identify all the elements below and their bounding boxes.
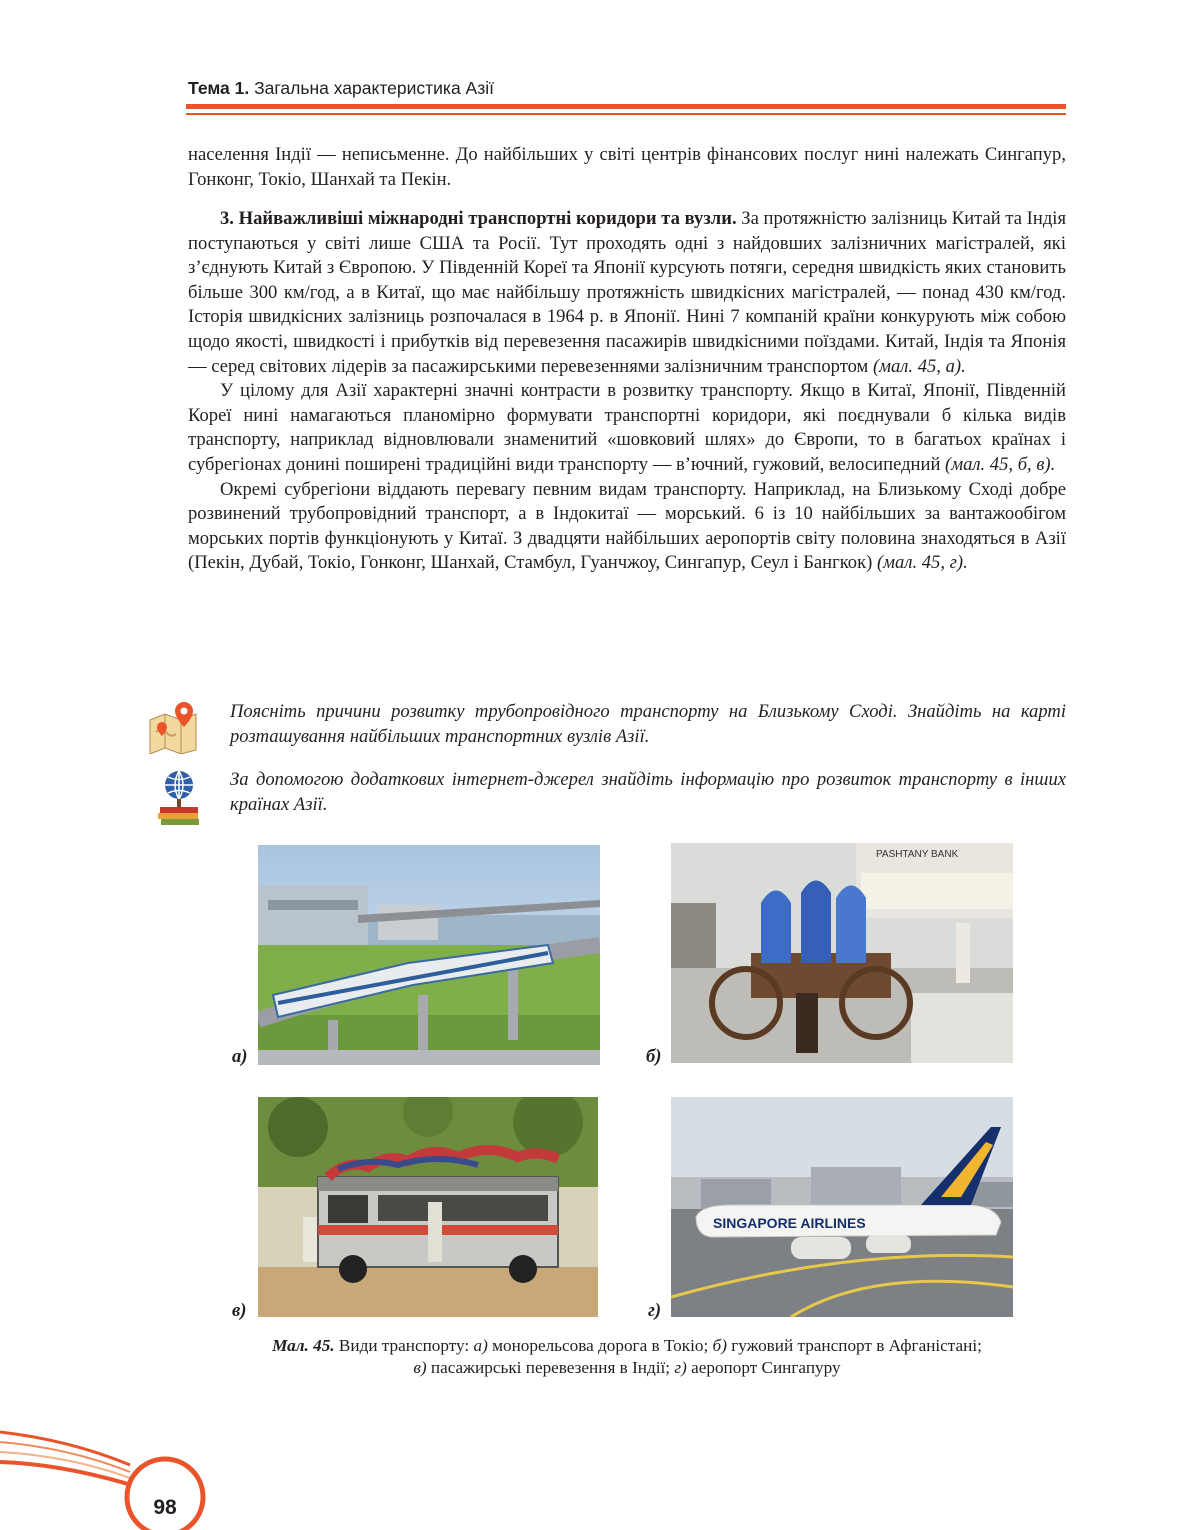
caption-text: монорельсова дорога в Токіо; <box>487 1336 713 1355</box>
photo-bus <box>258 1097 598 1317</box>
task-1: Поясніть причини розвитку трубопровідного транспорту на Близькому Сході. Знайдіть на карті розташування найбільших транспортних вузлів Азії. <box>230 701 1066 747</box>
caption-letter: в) <box>413 1358 427 1377</box>
paragraph-2 <box>188 379 1066 477</box>
map-pin-icon <box>148 700 200 754</box>
page-header <box>188 78 494 99</box>
paragraph-text: За протяжністю залізниць Китай та Індія поступаються у світі лише США та Росії. Тут проходять одні з найдовших залізничних магістралей, які з’єднують Китай з Європою. У Південній Кореї та Японії курсують потяги, середня швидкість яких становить більше 300 км/год, а в Китаї, що має найбільшу протяжність швидкісних магістралей, — понад 430 км/год. Історія швидкісних залізниць розпочалася в 1964 р. в Японії. Нині 7 компаній країни конкурують між собою щодо якості, швидкості і прибутків від перевезення пасажирів швидкісними поїздами. Китай, Індія та Японія — серед світових лідерів за пасажирськими перевезеннями залізничним транспортом <box>188 208 1067 377</box>
paragraph-text: Окремі субрегіони віддають перевагу певним видам транспорту. Наприклад, на Близькому Сході добре розвинений трубопровідний транспорт, а в Індокитаї — морський. 6 із 10 найбільших за вантажообігом морських портів функціонують у Китаї. З двадцяти найбільших аеропортів світу половина знаходяться в Азії (Пекін, Дубай, Токіо, Гонконг, Шанхай, Стамбул, Гуанчжоу, Сингапур, Сеул і Бангкок) <box>188 478 1066 574</box>
airline-livery-text: SINGAPORE AIRLINES <box>713 1215 866 1231</box>
label-c: в) <box>232 1300 247 1321</box>
caption-text: аеропорт Сингапуру <box>686 1358 841 1377</box>
photo-airport <box>671 1097 1013 1317</box>
header-rule-thick <box>186 104 1066 109</box>
paragraph-1 <box>188 207 1066 379</box>
photo-monorail <box>258 845 600 1065</box>
figure-reference: (мал. 45, г). <box>876 552 968 574</box>
task-2: За допомогою додаткових інтернет-джерел знайдіть інформацію про розвиток транспорту в інших країнах Азії. <box>230 769 1066 815</box>
figure-caption <box>188 1335 1066 1379</box>
globe-books-icon <box>155 768 207 822</box>
paragraph-text: населення Індії — неписьменне. До найбільших у світі центрів фінансових послуг нині належать Сингапур, Гонконг, Токіо, Шанхай та Пекін. <box>188 144 1066 190</box>
page-number: 98 <box>153 1496 177 1519</box>
caption-text: Види транспорту: <box>334 1336 474 1355</box>
header-rule-thin <box>186 113 1066 115</box>
corner-swoosh-decoration <box>0 1420 240 1530</box>
label-d: г) <box>648 1300 662 1321</box>
figure-reference: (мал. 45, а). <box>872 355 966 377</box>
label-a: а) <box>232 1046 248 1067</box>
caption-letter: а) <box>473 1336 488 1355</box>
topic-title: Загальна характеристика Азії <box>249 78 495 98</box>
paragraph-text: У цілому для Азії характерні значні контрасти в розвитку транспорту. Якщо в Китаї, Японії, Південній Кореї нині намагаються планомірно формувати транспортні коридори, які поєднували б кілька видів транспорту, наприклад відновлювали знаменитий «шовковий шлях» до Європи, то в багатьох країнах і субрегіонах донині поширені традиційні види транспорту — в’ючний, гужовий, велосипедний <box>188 380 1066 475</box>
body-paragraph-0 <box>188 143 1066 192</box>
topic-number: Тема 1. <box>188 78 250 98</box>
caption-letter: б) <box>712 1336 727 1355</box>
section-heading: 3. Найважливіші міжнародні транспортні коридори та вузли. <box>220 208 737 229</box>
photo-horse-cart <box>671 843 1013 1063</box>
body-section-3 <box>188 207 1066 576</box>
figure-reference: (мал. 45, б, в). <box>945 453 1056 475</box>
label-b: б) <box>646 1046 662 1067</box>
bank-sign: PASHTANY BANK <box>876 849 959 860</box>
caption-text: гужовий транспорт в Афганістані; <box>726 1336 982 1355</box>
caption-figure-number: Мал. 45. <box>272 1336 335 1355</box>
paragraph-3 <box>188 478 1066 576</box>
caption-letter: г) <box>674 1358 687 1377</box>
caption-text: пасажирські перевезення в Індії; <box>426 1358 675 1377</box>
